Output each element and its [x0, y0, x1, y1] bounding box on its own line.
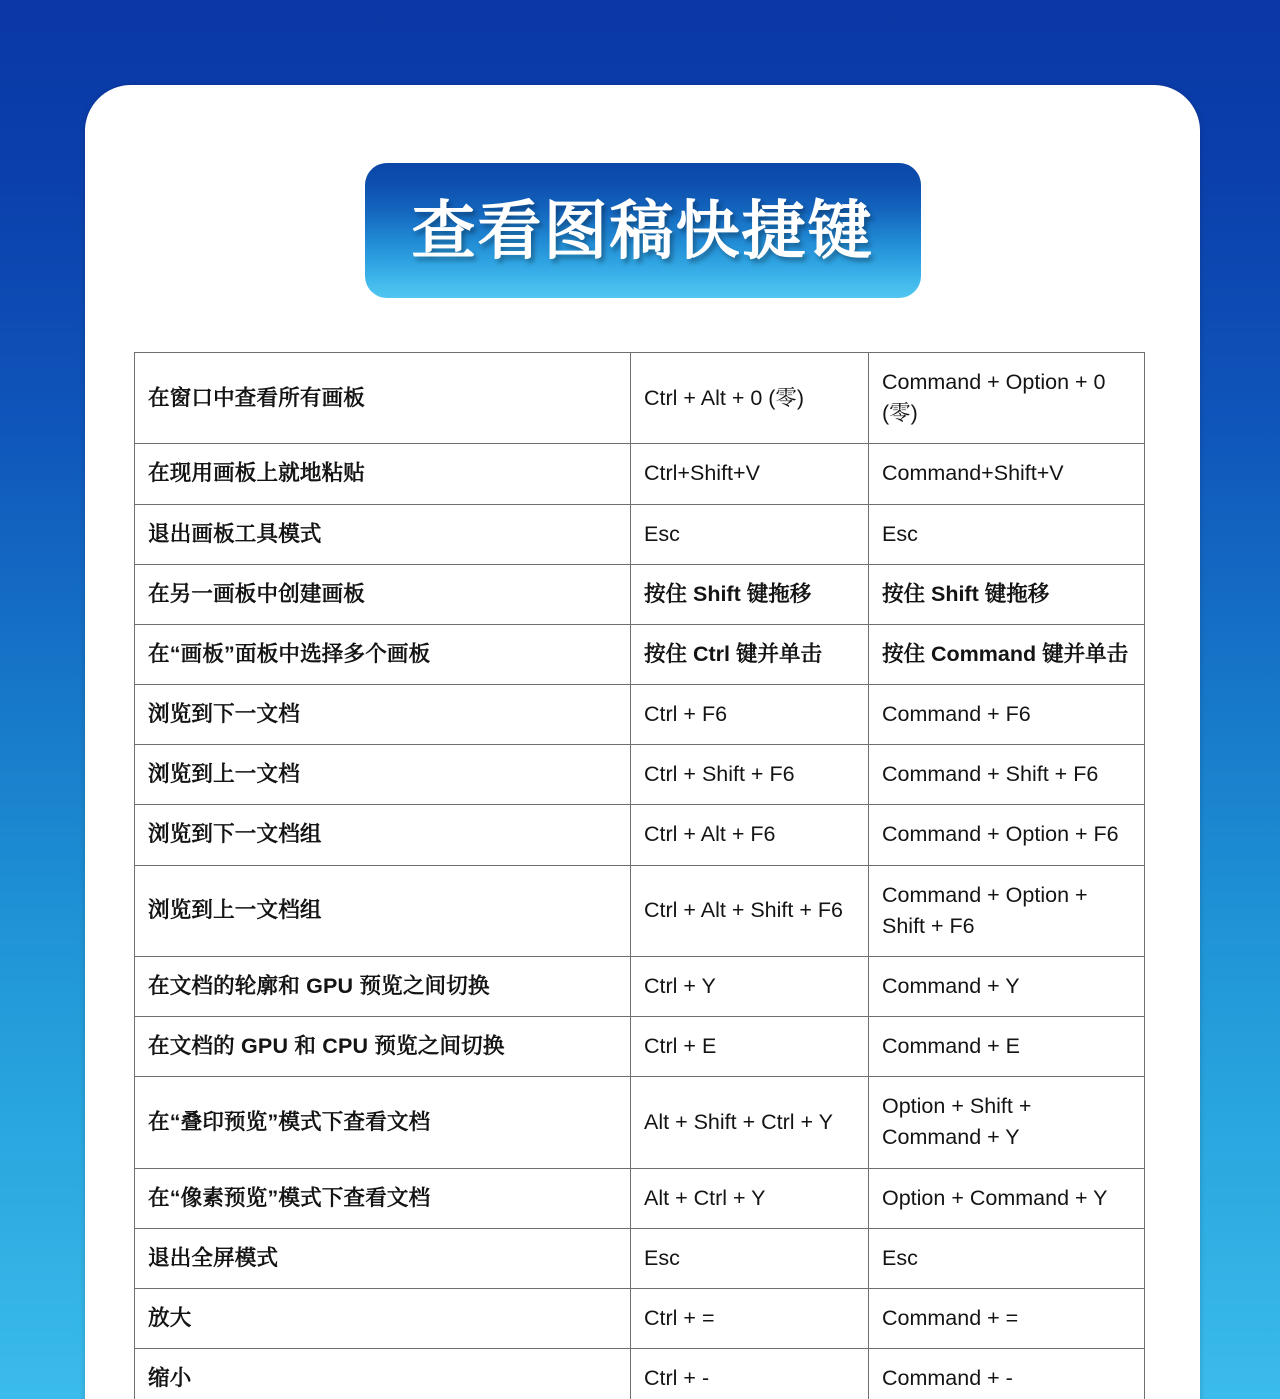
table-row — [135, 1077, 1145, 1168]
shortcut-windows-cell: Ctrl+Shift+V — [631, 444, 869, 504]
shortcut-mac-cell: Option + Command + Y — [869, 1168, 1145, 1228]
table-row — [135, 1228, 1145, 1288]
shortcut-windows-cell: Alt + Shift + Ctrl + Y — [631, 1077, 869, 1168]
shortcut-windows-cell: Esc — [631, 1228, 869, 1288]
title-badge — [365, 163, 921, 298]
shortcut-mac-cell: 按住 Command 键并单击 — [869, 624, 1145, 684]
shortcut-action-cell: 在现用画板上就地粘贴 — [135, 444, 631, 504]
shortcut-mac-cell: Command+Shift+V — [869, 444, 1145, 504]
table-row — [135, 353, 1145, 444]
shortcuts-table-wrap — [134, 352, 1144, 1399]
shortcut-mac-cell: Option + Shift + Command + Y — [869, 1077, 1145, 1168]
table-row — [135, 1349, 1145, 1399]
shortcut-windows-cell: Ctrl + - — [631, 1349, 869, 1399]
table-row — [135, 1288, 1145, 1348]
table-row — [135, 805, 1145, 865]
shortcut-action-cell: 在文档的 GPU 和 CPU 预览之间切换 — [135, 1017, 631, 1077]
shortcut-windows-cell: Ctrl + Alt + F6 — [631, 805, 869, 865]
shortcut-action-cell: 浏览到上一文档组 — [135, 865, 631, 956]
shortcut-mac-cell: Command + Y — [869, 956, 1145, 1016]
shortcut-mac-cell: Command + E — [869, 1017, 1145, 1077]
shortcut-action-cell: 浏览到上一文档 — [135, 745, 631, 805]
shortcut-action-cell: 在“叠印预览”模式下查看文档 — [135, 1077, 631, 1168]
shortcut-action-cell: 退出全屏模式 — [135, 1228, 631, 1288]
shortcut-windows-cell: Ctrl + Shift + F6 — [631, 745, 869, 805]
page-title: 查看图稿快捷键 — [411, 194, 874, 267]
table-row — [135, 956, 1145, 1016]
shortcuts-table-body — [135, 353, 1145, 1399]
shortcut-windows-cell: Ctrl + Y — [631, 956, 869, 1016]
shortcut-action-cell: 缩小 — [135, 1349, 631, 1399]
shortcut-windows-cell: Ctrl + F6 — [631, 685, 869, 745]
shortcut-action-cell: 在“像素预览”模式下查看文档 — [135, 1168, 631, 1228]
shortcut-action-cell: 在另一画板中创建画板 — [135, 564, 631, 624]
shortcut-windows-cell: Esc — [631, 504, 869, 564]
shortcut-action-cell: 在文档的轮廓和 GPU 预览之间切换 — [135, 956, 631, 1016]
shortcut-action-cell: 浏览到下一文档组 — [135, 805, 631, 865]
table-row — [135, 564, 1145, 624]
shortcut-action-cell: 放大 — [135, 1288, 631, 1348]
shortcut-windows-cell: Alt + Ctrl + Y — [631, 1168, 869, 1228]
shortcut-windows-cell: 按住 Ctrl 键并单击 — [631, 624, 869, 684]
shortcut-mac-cell: Command + = — [869, 1288, 1145, 1348]
shortcut-windows-cell: Ctrl + = — [631, 1288, 869, 1348]
table-row — [135, 624, 1145, 684]
table-row — [135, 685, 1145, 745]
table-row — [135, 865, 1145, 956]
shortcut-mac-cell: Command + F6 — [869, 685, 1145, 745]
shortcut-windows-cell: Ctrl + Alt + Shift + F6 — [631, 865, 869, 956]
shortcut-mac-cell: Command + Shift + F6 — [869, 745, 1145, 805]
shortcut-action-cell: 在窗口中查看所有画板 — [135, 353, 631, 444]
table-row — [135, 444, 1145, 504]
shortcuts-table — [134, 352, 1145, 1399]
title-section — [85, 163, 1200, 298]
table-row — [135, 504, 1145, 564]
shortcut-mac-cell: Command + Option + Shift + F6 — [869, 865, 1145, 956]
white-card — [85, 85, 1200, 1399]
shortcut-windows-cell: 按住 Shift 键拖移 — [631, 564, 869, 624]
shortcut-mac-cell: Command + Option + 0 (零) — [869, 353, 1145, 444]
shortcut-mac-cell: Esc — [869, 504, 1145, 564]
table-row — [135, 1017, 1145, 1077]
shortcut-action-cell: 在“画板”面板中选择多个画板 — [135, 624, 631, 684]
shortcut-windows-cell: Ctrl + E — [631, 1017, 869, 1077]
table-row — [135, 1168, 1145, 1228]
table-row — [135, 745, 1145, 805]
shortcut-mac-cell: Command + Option + F6 — [869, 805, 1145, 865]
shortcut-mac-cell: Esc — [869, 1228, 1145, 1288]
shortcut-action-cell: 浏览到下一文档 — [135, 685, 631, 745]
shortcut-action-cell: 退出画板工具模式 — [135, 504, 631, 564]
shortcut-mac-cell: Command + - — [869, 1349, 1145, 1399]
shortcut-mac-cell: 按住 Shift 键拖移 — [869, 564, 1145, 624]
shortcut-windows-cell: Ctrl + Alt + 0 (零) — [631, 353, 869, 444]
